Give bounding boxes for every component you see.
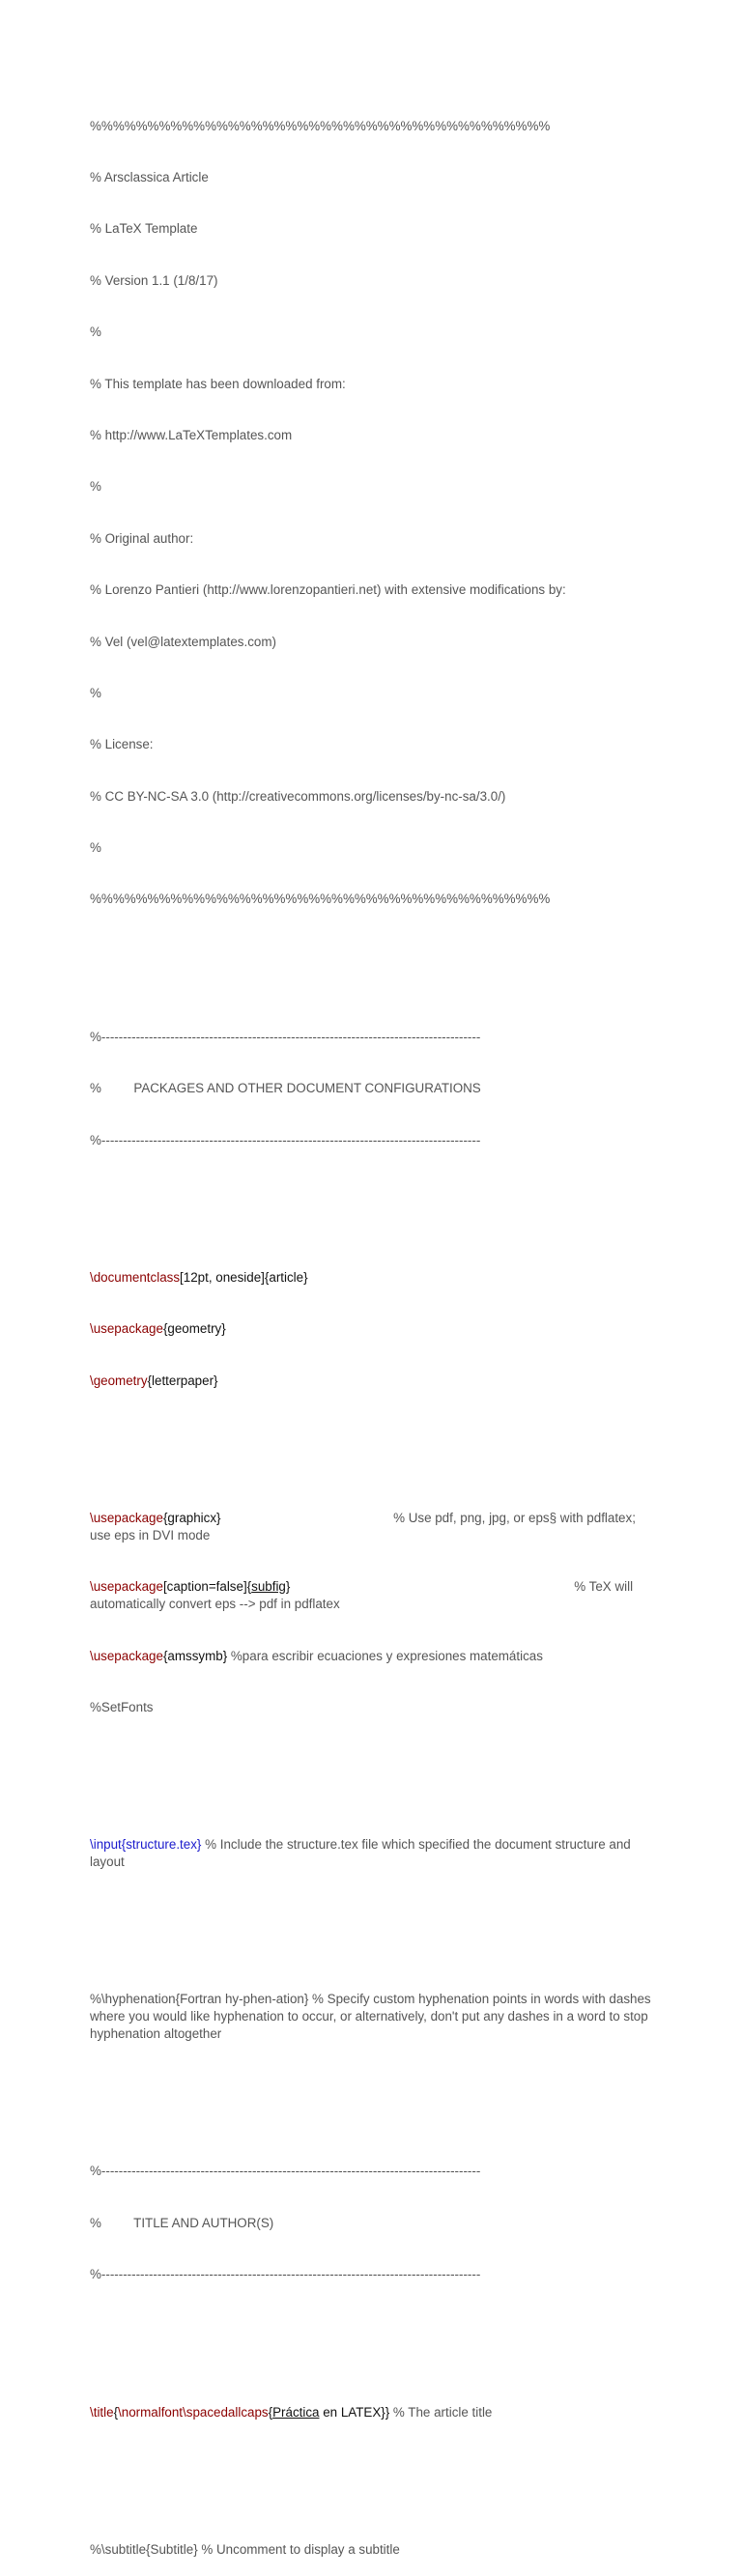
usepackage-subfig-line (90, 1578, 655, 1613)
latex-comment: % Use pdf, png, jpg, or eps§ with pdflatex; use eps in DVI mode (90, 1511, 640, 1543)
latex-command: \usepackage (90, 1579, 163, 1595)
input-command: \input{structure.tex} (90, 1837, 202, 1853)
header-author-label: % Original author: (90, 530, 194, 546)
section-rule: %---------------------------------------------------------------------------------------- (90, 1029, 481, 1044)
latex-comment: %para escribir ecuaciones y expresiones matemáticas (227, 1648, 543, 1663)
header-license-label: % License: (90, 737, 154, 752)
header-spacer: % (90, 325, 101, 340)
latex-argument: {amssymb} (162, 1648, 228, 1663)
latex-argument: {geometry} (162, 1321, 226, 1337)
latex-argument: [caption=false]{ (162, 1579, 252, 1595)
header-spacer: % (90, 840, 101, 856)
header-spacer: % (90, 685, 101, 700)
blank-line (90, 2335, 655, 2352)
latex-command: \usepackage (90, 1648, 163, 1663)
latex-command: \usepackage (90, 1511, 163, 1526)
latex-command: \title (90, 2404, 114, 2420)
geometry-line (90, 1373, 655, 1390)
usepackage-geometry-line (90, 1320, 655, 1338)
section-rule: %---------------------------------------------------------------------------------------- (90, 2164, 481, 2179)
latex-argument: { (113, 2404, 119, 2420)
section-title-packages: % PACKAGES AND OTHER DOCUMENT CONFIGURATIONS (90, 1081, 481, 1096)
latex-comment: % Include the structure.tex file which specified the document structure and layout (90, 1837, 635, 1870)
input-structure-line (90, 1836, 655, 1871)
latex-command: \geometry (90, 1373, 148, 1388)
blank-line (90, 2094, 655, 2111)
hyphenation-comment: %\hyphenation{Fortran hy-phen-ation} % Specify custom hyphenation points in words with dashes where you would like hyphenation to occur, or alternatively, don't put any dashes in a word to stop hyphenation altogether (90, 1992, 655, 2042)
header-version: % Version 1.1 (1/8/17) (90, 272, 218, 288)
blank-line (90, 1441, 655, 1458)
usepackage-amssymb-line (90, 1648, 655, 1665)
setfonts-comment: %SetFonts (90, 1699, 154, 1714)
usepackage-graphicx-line (90, 1510, 655, 1544)
blank-line (90, 960, 655, 977)
title-word: Práctica (272, 2404, 320, 2420)
header-template-name: % Arsclassica Article (90, 169, 209, 184)
latex-source-document (90, 83, 655, 2576)
blank-line (90, 1768, 655, 1785)
section-title-title-author: % TITLE AND AUTHOR(S) (90, 2215, 274, 2230)
latex-argument: { (268, 2404, 273, 2420)
latex-argument: {graphicx} (162, 1511, 221, 1526)
latex-argument: } (285, 1579, 291, 1595)
blank-line (90, 2473, 655, 2490)
section-rule: %---------------------------------------------------------------------------------------- (90, 2267, 481, 2282)
latex-comment: % The article title (389, 2404, 493, 2420)
header-rule-bottom: %%%%%%%%%%%%%%%%%%%%%%%%%%%%%%%%%%%%%%%% (90, 892, 551, 907)
title-line (90, 2404, 655, 2421)
latex-command: \normalfont\spacedallcaps (118, 2404, 269, 2420)
section-rule: %---------------------------------------------------------------------------------------- (90, 1132, 481, 1147)
subfig-package-name: subfig (251, 1579, 286, 1595)
header-modifier: % Vel (vel@latextemplates.com) (90, 634, 276, 649)
header-rule-top: %%%%%%%%%%%%%%%%%%%%%%%%%%%%%%%%%%%%%%%% (90, 118, 551, 133)
blank-line (90, 1201, 655, 1218)
latex-argument: {letterpaper} (147, 1373, 218, 1388)
header-author: % Lorenzo Pantieri (http://www.lorenzopantieri.net) with extensive modifications by: (90, 582, 566, 598)
subtitle-comment: %\subtitle{Subtitle} % Uncomment to display a subtitle (90, 2541, 400, 2557)
latex-comment: % TeX will automatically convert eps --> pdf in pdflatex (90, 1579, 637, 1612)
documentclass-line (90, 1269, 655, 1287)
latex-command: \documentclass (90, 1269, 181, 1285)
header-template-kind: % LaTeX Template (90, 221, 198, 237)
header-download-url: % http://www.LaTeXTemplates.com (90, 427, 293, 442)
latex-command: \usepackage (90, 1321, 163, 1337)
latex-argument: en LATEX}} (319, 2404, 390, 2420)
latex-argument: [12pt, oneside]{article} (180, 1269, 308, 1285)
header-download-note: % This template has been downloaded from: (90, 376, 346, 391)
blank-line (90, 1922, 655, 1939)
header-license: % CC BY-NC-SA 3.0 (http://creativecommons.org/licenses/by-nc-sa/3.0/) (90, 788, 506, 804)
header-spacer: % (90, 479, 101, 495)
